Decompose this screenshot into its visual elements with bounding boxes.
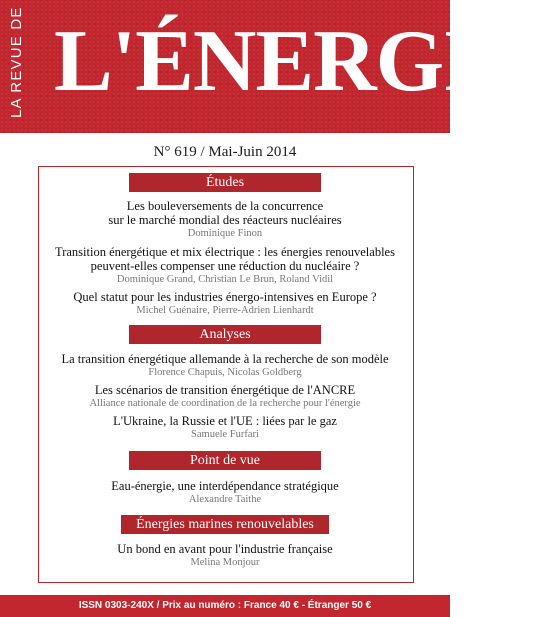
- article-authors: Dominique Grand, Christian Le Brun, Roland Vidil: [116, 274, 334, 285]
- article-authors: Michel Guénaire, Pierre-Adrien Lienhardt: [136, 305, 314, 316]
- article-authors: Dominique Finon: [187, 228, 263, 239]
- article-authors: Samuele Furfari: [191, 429, 259, 440]
- masthead-prefix: LA REVUE DE: [8, 6, 25, 118]
- article-title: Quel statut pour les industries énergo-intensives en Europe ?: [73, 290, 377, 304]
- section-header-etudes: Études: [129, 173, 321, 192]
- article-etudes-3[interactable]: [44, 290, 406, 317]
- article-etudes-2[interactable]: [44, 245, 406, 286]
- footer-price-bar: ISSN 0303-240X / Prix au numéro : France 40 € - Étranger 50 €: [0, 595, 450, 617]
- article-analyses-3[interactable]: [44, 414, 406, 441]
- article-energies-marines-1[interactable]: [44, 542, 406, 569]
- article-title: Les bouleversements de la concurrence: [126, 199, 324, 213]
- article-authors: Alexandre Taithe: [188, 494, 262, 505]
- article-title: Un bond en avant pour l'industrie française: [117, 542, 333, 556]
- article-title: sur le marché mondial des réacteurs nucléaires: [108, 213, 342, 227]
- article-etudes-1[interactable]: [44, 199, 406, 240]
- article-analyses-1[interactable]: [44, 352, 406, 379]
- section-header-analyses: Analyses: [129, 325, 321, 344]
- masthead-title: L'ÉNERGIE: [54, 13, 534, 110]
- article-title: L'Ukraine, la Russie et l'UE : liées par le gaz: [113, 414, 337, 428]
- section-header-point-de-vue: Point de vue: [129, 451, 321, 470]
- article-analyses-2[interactable]: [44, 383, 406, 410]
- article-title: Les scénarios de transition énergétique de l'ANCRE: [94, 383, 356, 397]
- section-header-energies-marines: Énergies marines renouvelables: [121, 515, 329, 534]
- article-title: peuvent-elles compenser une réduction du nucléaire ?: [90, 259, 360, 273]
- article-title: Transition énergétique et mix électrique : les énergies renouvelables: [55, 245, 395, 259]
- issue-number: N° 619 / Mai-Juin 2014: [153, 144, 297, 160]
- article-point-de-vue-1[interactable]: [44, 479, 406, 506]
- article-title: Eau-énergie, une interdépendance stratégique: [111, 479, 339, 493]
- article-authors: Florence Chapuis, Nicolas Goldberg: [148, 367, 302, 378]
- article-authors: Melina Monjour: [190, 557, 260, 568]
- masthead-banner: [0, 0, 534, 133]
- article-title: La transition énergétique allemande à la recherche de son modèle: [61, 352, 389, 366]
- article-authors: Alliance nationale de coordination de la recherche pour l'énergie: [89, 398, 361, 409]
